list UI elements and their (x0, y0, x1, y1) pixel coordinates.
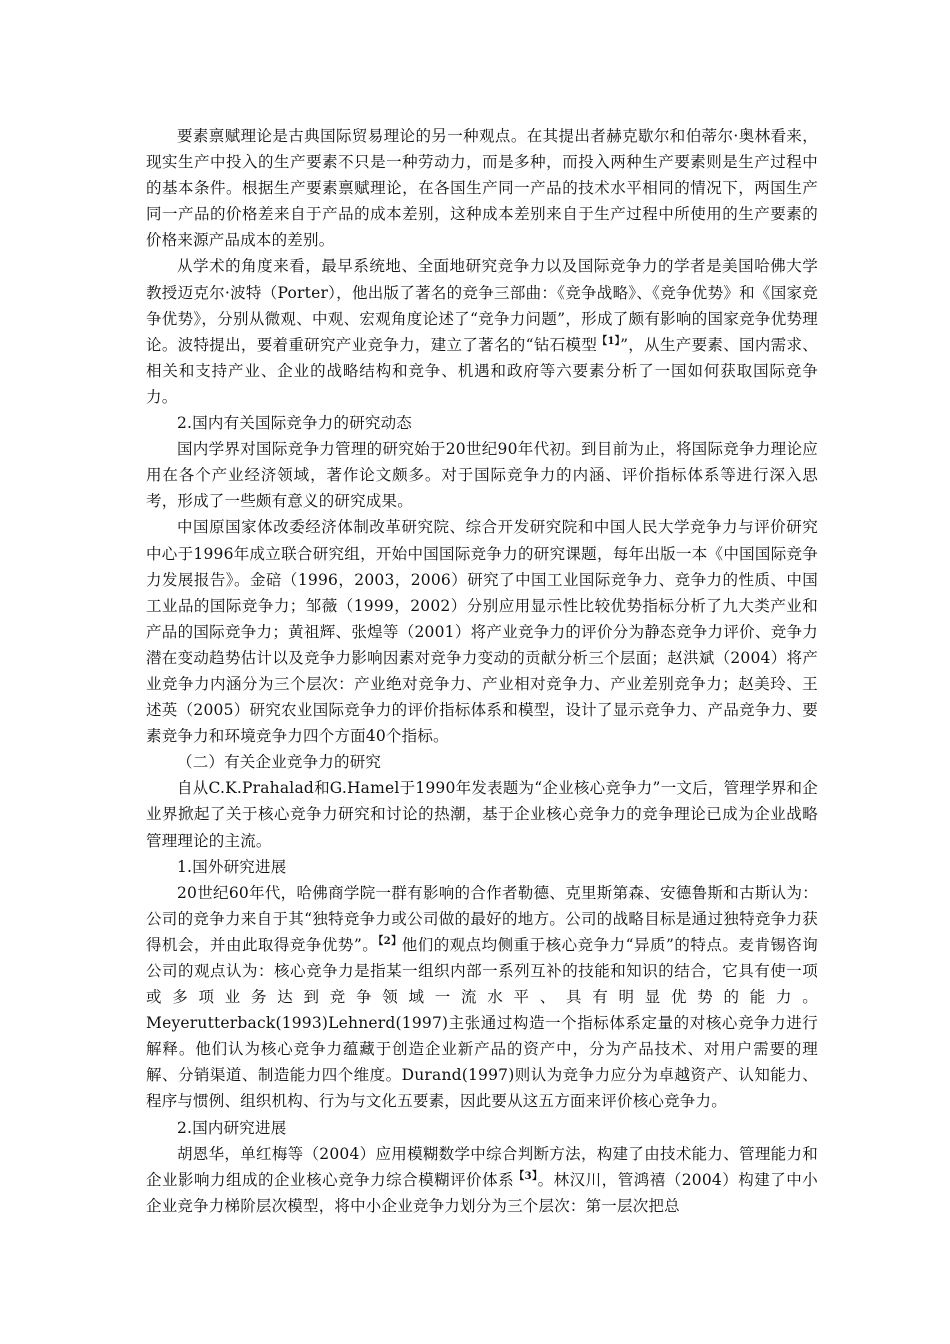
paragraph-porter-text-b: ”，从生产要素、国内需求、相关和支持产业、企业的战略结构和竞争、机遇和政府等六要素分析了一国如何获取国际竞争力。 (146, 335, 818, 406)
heading-domestic-international-competitiveness: 2.国内有关国际竞争力的研究动态 (177, 414, 412, 433)
paragraph-factor-endowment: 要素禀赋理论是古典国际贸易理论的另一种观点。在其提出者赫克歇尔和伯蒂尔·奥林看来，现实生产中投入的生产要素不只是一种劳动力，而是多种，而投入两种生产要素则是生产过程中的基本条件。根据生产要素禀赋理论，在各国生产同一产品的技术水平相同的情况下，两国生产同一产品的价格差来自于产品的成本差别，这种成本差别来自于生产过程中所使用的生产要素的价格来源产品成本的差别。 (146, 127, 818, 250)
paragraph-foreign-text-b: 他们的观点均侧重于核心竞争力“异质”的特点。麦肯锡咨询公司的观点认为：核心竞争力是指某一组织内部一系列互补的技能和知识的结合，它具有使一项或多项业务达到竞争领域一流水平、具有明显优势的能力。Meyerutterback(1993)Lehnerd(1997)主张通过构造一个指标体系定量的对核心竞争力进行解释。他们认为核心竞争力蕴藏于创造企业新产品的资产中，分为产品技术、对用户需要的理解、分销渠道、制造能力四个维度。Durand(1997)则认为竞争力应分为卓越资产、认知能力、程序与惯例、组织机构、行为与文化五要素，因此要从这五方面来评价核心竞争力。 (146, 935, 819, 1111)
paragraph-foreign-text-a: 20世纪60年代，哈佛商学院一群有影响的合作者勒德、克里斯第森、安德鲁斯和古斯认为：公司的竞争力来自于其“独特竞争力或公司做的最好的地方。公司的战略目标是通过独特竞争力获得机会，并由此取得竞争优势”。 (146, 883, 818, 954)
citation-ref-2: 【2】 (378, 935, 402, 947)
paragraph-domestic-text-b: 。林汉川，管鸿禧（2004）构建了中小企业竞争力梯阶层次模型，将中小企业竞争力划分为三个层次：第一层次把总 (146, 1170, 819, 1215)
heading-foreign-research: 1.国外研究进展 (177, 857, 287, 876)
paragraph-core-competence: 自从C.K.Prahalad和G.Hamel于1990年发表题为“企业核心竞争力”一文后，管理学界和企业界掀起了关于核心竞争力研究和讨论的热潮，基于企业核心竞争力的竞争理论已成为企业战略管理理论的主流。 (146, 779, 818, 850)
heading-enterprise-competitiveness: （二）有关企业竞争力的研究 (177, 753, 382, 772)
document-page (146, 123, 818, 1219)
paragraph-domestic-research-groups: 中国原国家体改委经济体制改革研究院、综合开发研究院和中国人民大学竞争力与评价研究中心于1996年成立联合研究组，开始中国国际竞争力的研究课题，每年出版一本《中国国际竞争力发展报告》。金碚（1996，2003，2006）研究了中国工业国际竞争力、竞争力的性质、中国工业品的国际竞争力；邹薇（1999，2002）分别应用显示性比较优势指标分析了九大类产业和产品的国际竞争力；黄祖辉、张煌等（2001）将产业竞争力的评价分为静态竞争力评价、竞争力潜在变动趋势估计以及竞争力影响因素对竞争力变动的贡献分析三个层面；赵洪斌（2004）将产业竞争力内涵分为三个层次：产业绝对竞争力、产业相对竞争力、产业差别竞争力；赵美玲、王述英（2005）研究农业国际竞争力的评价指标体系和模型，设计了显示竞争力、产品竞争力、要素竞争力和环境竞争力四个方面40个指标。 (146, 518, 818, 746)
paragraph-domestic-text-a: 胡恩华，单红梅等（2004）应用模糊数学中综合判断方法，构建了由技术能力、管理能力和企业影响力组成的企业核心竞争力综合模糊评价体系 (146, 1144, 818, 1189)
citation-ref-1: 【1】 (597, 335, 621, 347)
paragraph-foreign-research (146, 880, 818, 1115)
heading-domestic-research: 2.国内研究进展 (177, 1118, 287, 1137)
citation-ref-3: 【3】 (514, 1170, 538, 1182)
paragraph-porter-text-a: 从学术的角度来看，最早系统地、全面地研究竞争力以及国际竞争力的学者是美国哈佛大学教授迈克尔·波特（Porter），他出版了著名的竞争三部曲：《竞争战略》、《竞争优势》和《国家竞争优势》，分别从微观、中观、宏观角度论述了“竞争力问题”，形成了颇有影响的国家竞争优势理论。波特提出，要着重研究产业竞争力，建立了著名的“钻石模型 (146, 257, 818, 354)
paragraph-domestic-research-start: 国内学界对国际竞争力管理的研究始于20世纪90年代初。到目前为止，将国际竞争力理论应用在各个产业经济领域，著作论文颇多。对于国际竞争力的内涵、评价指标体系等进行深入思考，形成了一些颇有意义的研究成果。 (146, 440, 818, 511)
paragraph-domestic-research (146, 1141, 818, 1219)
paragraph-porter (146, 253, 818, 410)
